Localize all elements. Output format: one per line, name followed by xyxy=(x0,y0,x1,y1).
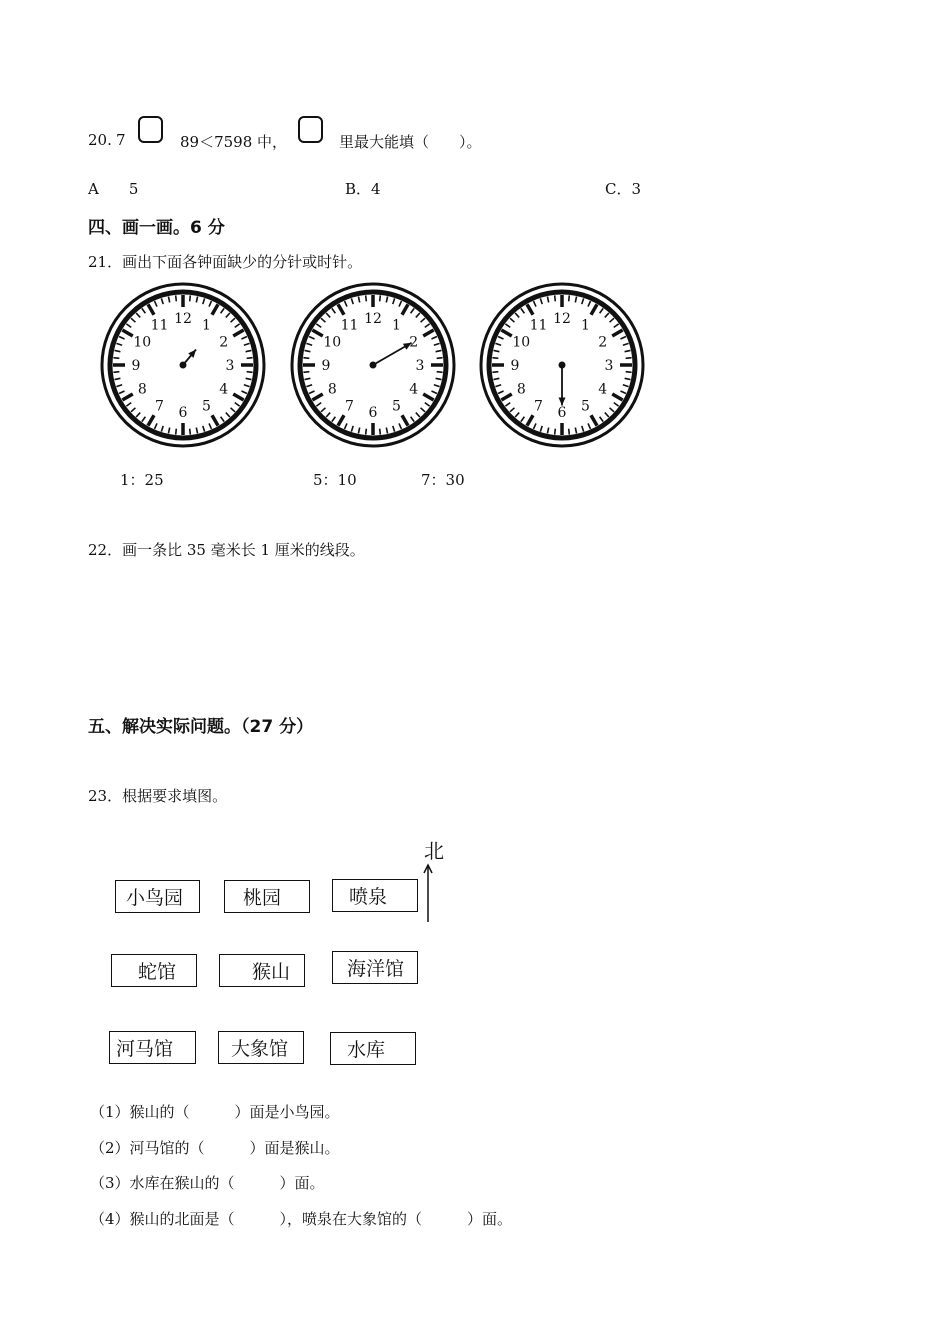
clock-minute-tick xyxy=(113,372,119,373)
clock-number: 2 xyxy=(409,334,419,351)
clock-minute-tick xyxy=(437,372,443,373)
clock-number: 11 xyxy=(529,317,548,334)
clock-number: 10 xyxy=(512,334,531,351)
clock-2-time-label: 5：10 xyxy=(313,471,357,489)
clock-number: 9 xyxy=(131,358,141,374)
q20-blank-box-2[interactable] xyxy=(298,116,323,143)
q20-inequality: 89＜7598 中， xyxy=(180,133,288,151)
place-peach-garden[interactable]: 桃园 xyxy=(224,880,310,913)
place-elephant-house[interactable]: 大象馆 xyxy=(218,1031,304,1064)
place-snake-house[interactable]: 蛇馆 xyxy=(111,954,197,987)
clock-minute-tick xyxy=(555,429,556,435)
q20-question: 里最大能填（ ）。 xyxy=(339,133,482,151)
q20-option-a[interactable]: A 5 xyxy=(88,180,139,198)
clock-number: 7 xyxy=(534,398,543,415)
clock-number: 2 xyxy=(219,334,229,351)
clock-number: 9 xyxy=(321,358,331,374)
clock-minute-tick xyxy=(380,295,381,301)
clock-minute-tick xyxy=(569,295,570,301)
clock-number: 9 xyxy=(510,358,520,374)
clock-number: 5 xyxy=(202,398,211,415)
clock-number: 8 xyxy=(516,381,526,398)
q20-option-c[interactable]: C．3 xyxy=(605,180,642,198)
place-bird-garden[interactable]: 小鸟园 xyxy=(115,880,200,913)
clock-number: 1 xyxy=(202,317,211,334)
clock-number: 4 xyxy=(219,381,229,398)
clock-number: 12 xyxy=(364,311,382,327)
clock-number: 8 xyxy=(137,381,147,398)
clock-number: 10 xyxy=(323,334,342,351)
question-22-text: 22．画一条比 35 毫米长 1 厘米的线段。 xyxy=(88,541,365,559)
clock-number: 7 xyxy=(155,398,164,415)
clock-minute-tick xyxy=(303,372,309,373)
clock-number: 4 xyxy=(598,381,608,398)
clock-number: 6 xyxy=(557,405,567,421)
clock-minute-tick xyxy=(366,295,367,301)
clock-number: 3 xyxy=(415,358,425,374)
q23-subquestion-1[interactable]: （1）猴山的（ ）面是小鸟园。 xyxy=(90,1103,340,1121)
clock-number: 6 xyxy=(178,405,188,421)
clock-minute-tick xyxy=(176,429,177,435)
clock-3-time-label: 7：30 xyxy=(421,471,465,489)
clock-minute-tick xyxy=(303,358,309,359)
clock-number: 4 xyxy=(409,381,419,398)
clock-number: 5 xyxy=(392,398,401,415)
place-hippo-house[interactable]: 河马馆 xyxy=(109,1031,196,1064)
clock-minute-tick xyxy=(569,429,570,435)
clock-number: 10 xyxy=(133,334,152,351)
clock-number: 11 xyxy=(150,317,169,334)
q22-drawing-area[interactable] xyxy=(88,570,688,680)
place-monkey-hill[interactable]: 猴山 xyxy=(219,954,305,987)
place-fountain[interactable]: 喷泉 xyxy=(332,879,418,912)
place-ocean-house[interactable]: 海洋馆 xyxy=(332,951,418,984)
north-label: 北 xyxy=(424,839,444,863)
clock-number: 1 xyxy=(581,317,590,334)
q23-subquestion-4[interactable]: （4）猴山的北面是（ ），喷泉在大象馆的（ ）面。 xyxy=(90,1210,513,1228)
clock-minute-tick xyxy=(626,358,632,359)
clock-1-time-label: 1：25 xyxy=(120,471,164,489)
clock-minute-tick xyxy=(555,295,556,301)
clock-number: 8 xyxy=(327,381,337,398)
q20-number: 20. xyxy=(88,131,112,149)
q20-digit: 7 xyxy=(116,131,126,149)
question-23-text: 23．根据要求填图。 xyxy=(88,787,228,805)
clock-1[interactable] xyxy=(100,282,266,448)
clock-3[interactable] xyxy=(479,282,645,448)
clock-minute-tick xyxy=(176,295,177,301)
clock-minute-tick xyxy=(492,372,498,373)
clock-number: 5 xyxy=(581,398,590,415)
clock-number: 11 xyxy=(340,317,359,334)
clock-number: 12 xyxy=(553,311,571,327)
q20-blank-box-1[interactable] xyxy=(138,116,163,143)
clock-minute-tick xyxy=(247,372,253,373)
q20-option-b[interactable]: B．4 xyxy=(345,180,381,198)
clock-minute-tick xyxy=(190,295,191,301)
clock-number: 3 xyxy=(604,358,614,374)
clock-number: 7 xyxy=(345,398,354,415)
clock-minute-tick xyxy=(437,358,443,359)
section-5-title: 五、解决实际问题。（27 分） xyxy=(88,717,314,737)
clock-number: 3 xyxy=(225,358,235,374)
clock-number: 1 xyxy=(392,317,401,334)
clock-number: 2 xyxy=(598,334,608,351)
clock-minute-tick xyxy=(190,429,191,435)
north-arrow-icon xyxy=(420,862,436,924)
clock-2[interactable] xyxy=(290,282,456,448)
clock-minute-tick xyxy=(492,358,498,359)
clock-number: 6 xyxy=(368,405,378,421)
clock-number: 12 xyxy=(174,311,192,327)
clock-minute-tick xyxy=(626,372,632,373)
place-reservoir[interactable]: 水库 xyxy=(330,1032,416,1065)
question-21-text: 21．画出下面各钟面缺少的分针或时针。 xyxy=(88,253,363,271)
clock-minute-tick xyxy=(113,358,119,359)
q23-subquestion-2[interactable]: （2）河马馆的（ ）面是猴山。 xyxy=(90,1139,340,1157)
clock-minute-tick xyxy=(247,358,253,359)
clock-minute-tick xyxy=(366,429,367,435)
section-4-title: 四、画一画。6 分 xyxy=(88,218,225,238)
clock-minute-tick xyxy=(380,429,381,435)
q23-subquestion-3[interactable]: （3）水库在猴山的（ ）面。 xyxy=(90,1174,325,1192)
